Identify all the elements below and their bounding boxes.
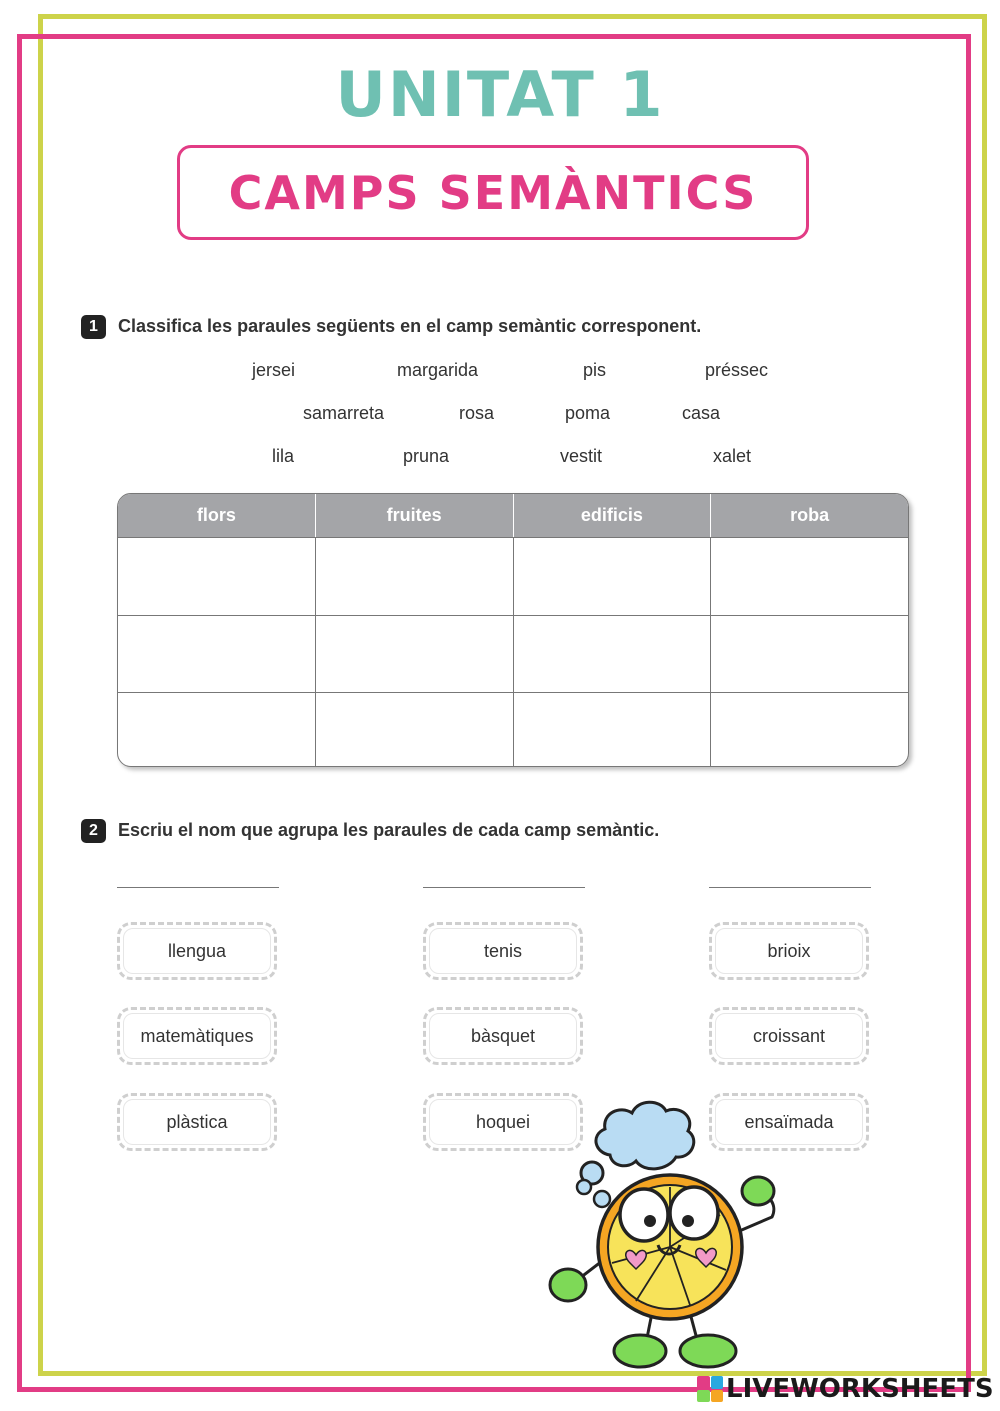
word-item[interactable]: poma [565,403,611,423]
table-header [118,494,908,537]
table-row [118,615,908,693]
exercise-2-number: 2 [81,819,106,843]
word-item[interactable]: jersei [252,360,296,380]
logo-text: LIVEWORKSHEETS [726,1374,994,1404]
word-item[interactable]: rosa [459,403,495,423]
word-item[interactable]: pis [583,360,607,380]
drop-cell[interactable] [118,538,316,615]
lemon-mascot-illustration [540,1095,790,1385]
word-pill: matemàtiques [117,1007,277,1065]
classification-table [117,493,909,767]
answer-line-1[interactable] [117,887,279,888]
table-row [118,537,908,615]
header-roba: roba [790,505,830,525]
word-pill: bàsquet [423,1007,583,1065]
word-pill: llengua [117,922,277,980]
drop-cell[interactable] [711,616,908,693]
word-pill: brioix [709,922,869,980]
word-item[interactable]: vestit [560,446,603,466]
header-edificis: edificis [514,494,712,537]
liveworksheets-logo [697,1374,994,1404]
subtitle-box [177,145,809,240]
word-item[interactable]: xalet [713,446,752,466]
drop-cell[interactable] [514,693,712,767]
drop-cell[interactable] [316,538,514,615]
drop-cell[interactable] [118,693,316,767]
answer-line-3[interactable] [709,887,871,888]
page-title: UNITAT 1 [335,58,665,131]
word-item[interactable]: préssec [705,360,769,380]
header-fruites: fruites [316,494,514,537]
word-pill: hoquei [423,1093,583,1151]
word-pill: plàstica [117,1093,277,1151]
word-item[interactable]: samarreta [303,403,385,423]
word-item[interactable]: casa [682,403,721,423]
drop-cell[interactable] [711,693,908,767]
answer-line-2[interactable] [423,887,585,888]
drop-cell[interactable] [514,538,712,615]
drop-cell[interactable] [118,616,316,693]
drop-cell[interactable] [711,538,908,615]
drop-cell[interactable] [316,693,514,767]
word-pill: croissant [709,1007,869,1065]
exercise-2-instruction: Escriu el nom que agrupa les paraules de cada camp semàntic. [118,820,660,840]
table-row [118,692,908,767]
header-flors: flors [118,494,316,537]
word-item[interactable]: pruna [403,446,450,466]
word-item[interactable]: margarida [397,360,479,380]
drop-cell[interactable] [514,616,712,693]
exercise-1-instruction: Classifica les paraules següents en el camp semàntic corresponent. [118,316,702,336]
logo-mark-icon [697,1376,723,1402]
drop-cell[interactable] [316,616,514,693]
word-pill: ensaïmada [709,1093,869,1151]
word-item[interactable]: lila [272,446,295,466]
word-pill: tenis [423,922,583,980]
page-subtitle: CAMPS SEMÀNTICS [228,165,758,220]
exercise-1-number: 1 [81,315,106,339]
